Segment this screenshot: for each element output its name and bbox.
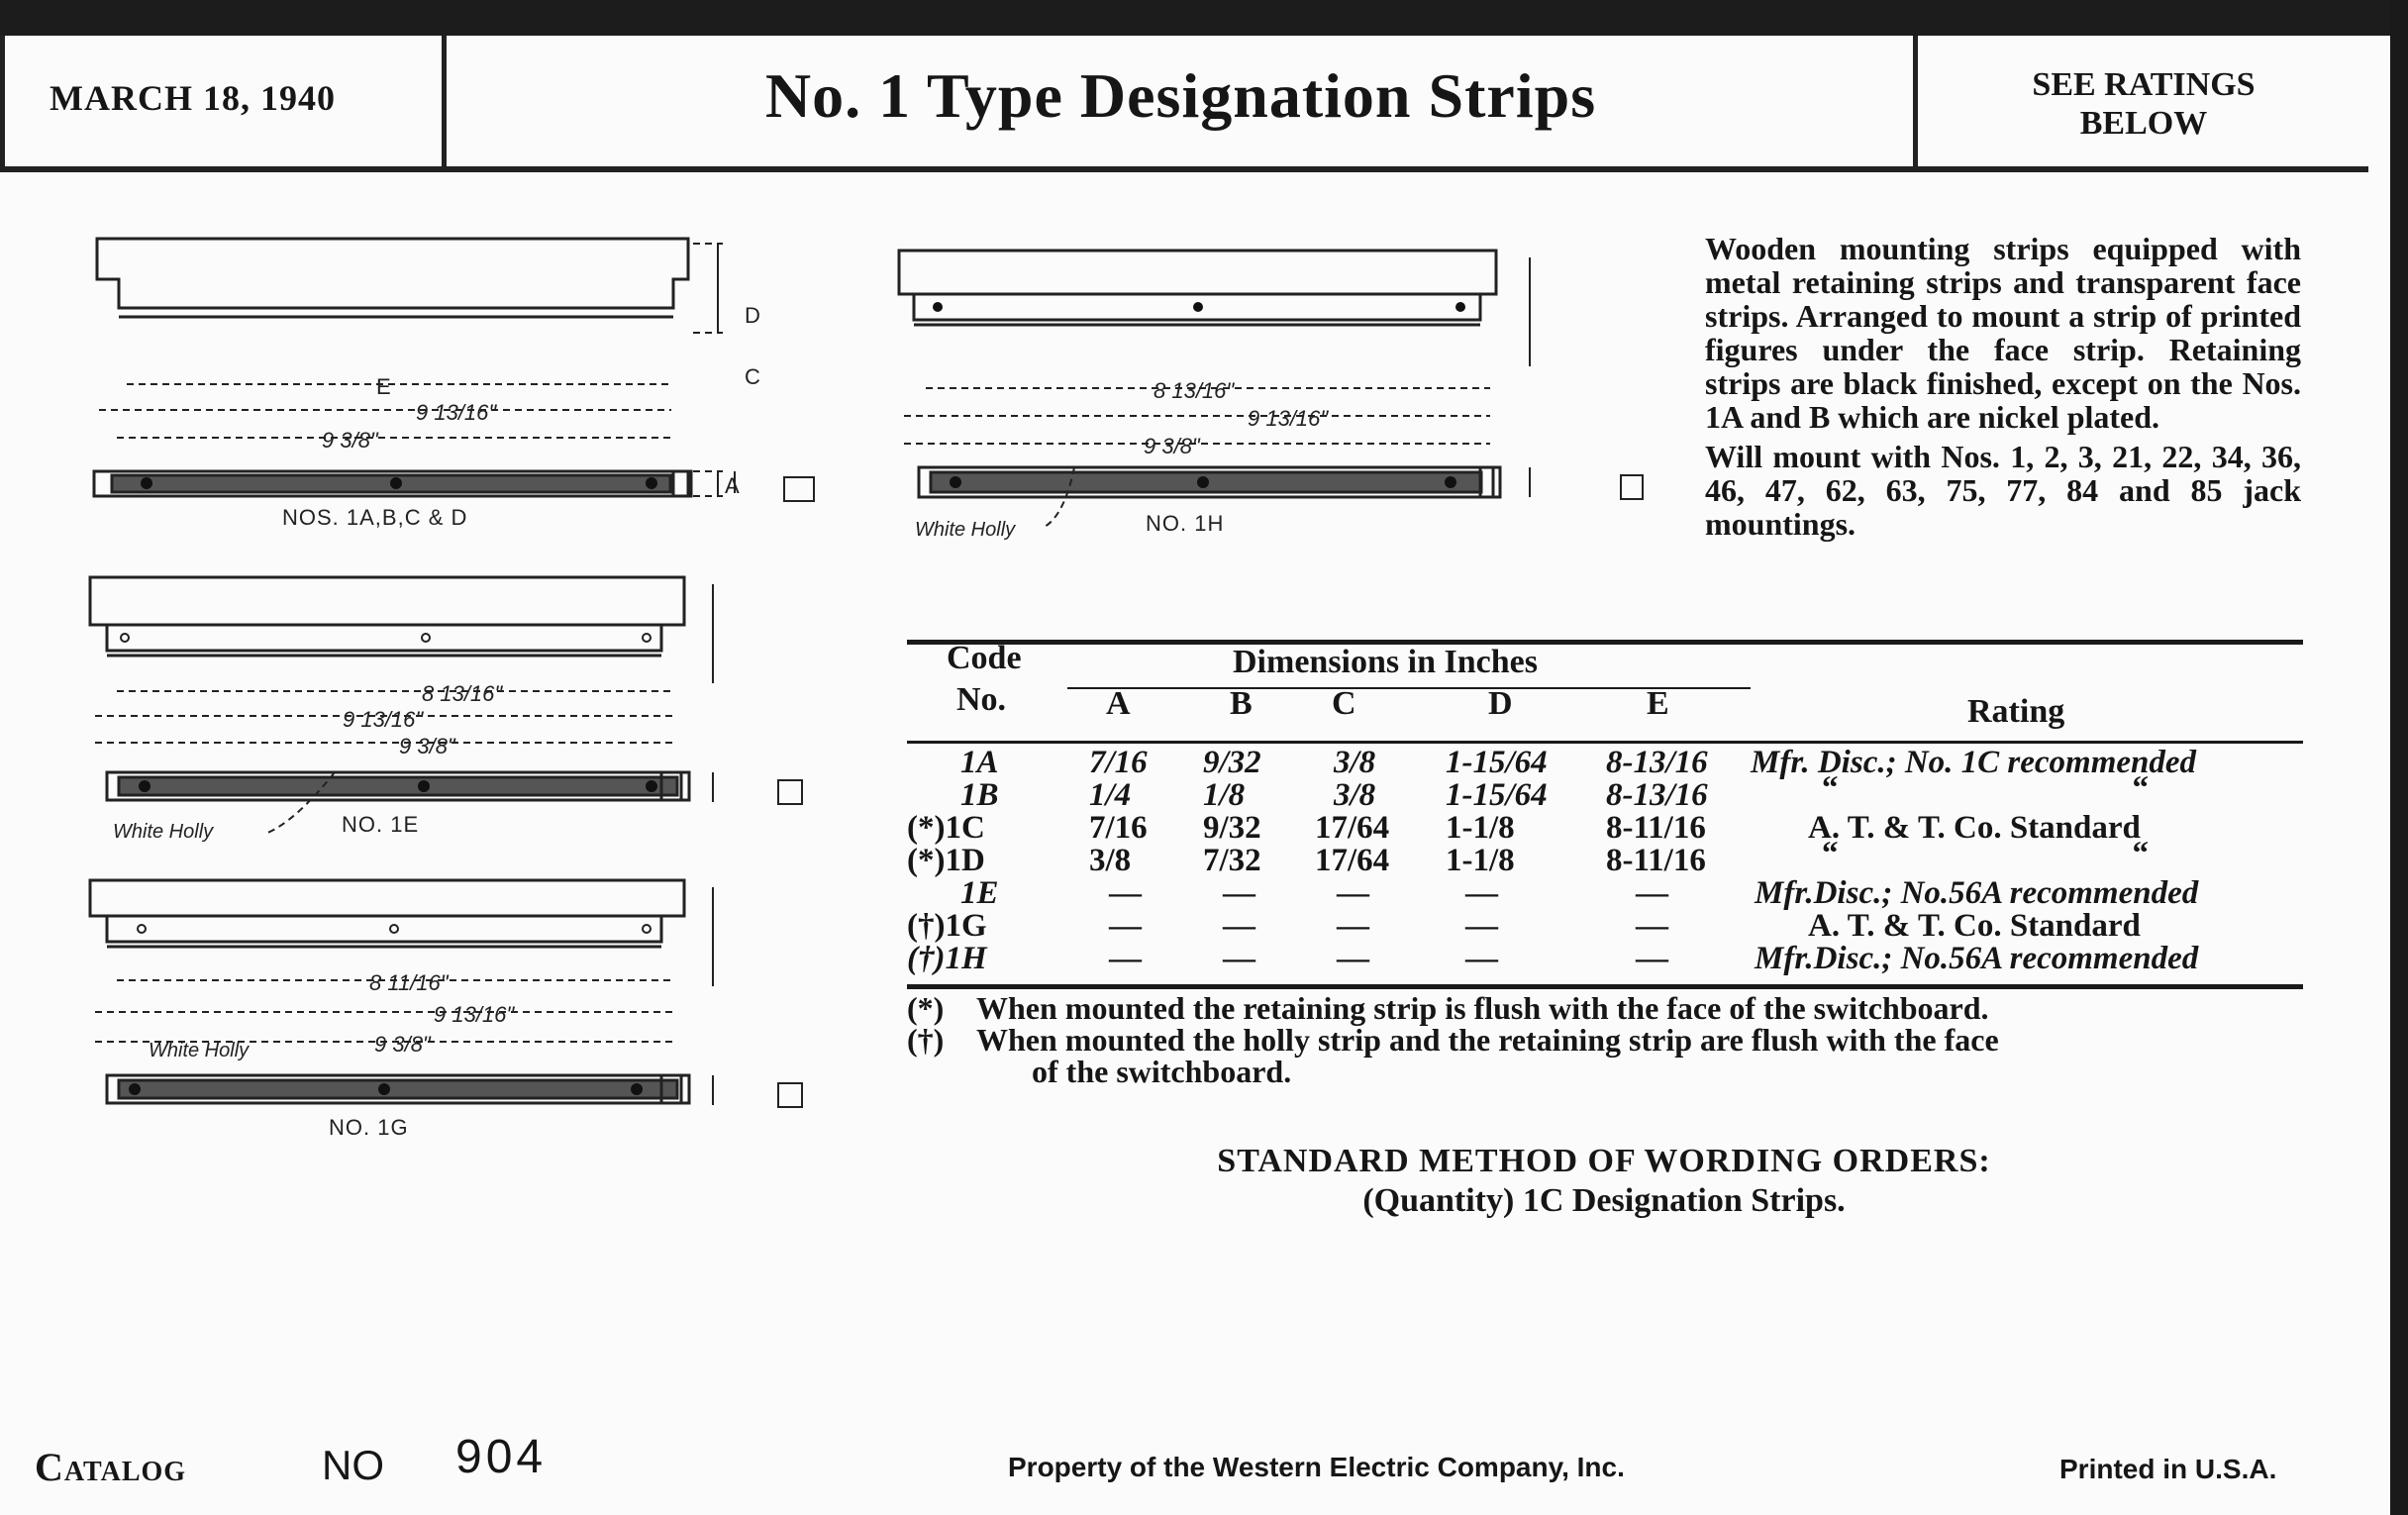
cell-rating: “ “ [1822,836,2149,871]
table-top-rule [907,640,2303,645]
cell-e: — [1636,908,1668,944]
cell-code: (†)1G [907,908,987,944]
cell-rating: A. T. & T. Co. Standard [1808,908,2141,944]
ratings-note [1921,65,2366,143]
holly-label-1e: White Holly [113,821,214,843]
cell-e: 8-13/16 [1606,745,1708,780]
cell-rating: Mfr.Disc.; No.56A recommended [1755,875,2199,911]
note-text-continued: of the switchboard. [1032,1054,1292,1089]
cell-e: 8-13/16 [1606,777,1708,813]
cell-c: 17/64 [1315,843,1390,878]
note-text: When mounted the retaining strip is flush with the face of the switchboard. [976,990,1989,1026]
dim-a: A [725,473,740,498]
drawing-no-1h [896,248,1649,555]
dim-9-13-16: 9 13/16" [1248,406,1329,431]
cell-d: — [1465,875,1498,911]
catalog-number: 904 [455,1431,548,1483]
cell-d: 1-1/8 [1446,810,1515,846]
dimensions-header: Dimensions in Inches [1233,644,1538,680]
dim-9-13-16: 9 13/16" [343,707,424,732]
drawing-label-1g: NO. 1G [329,1115,409,1140]
cell-c: 3/8 [1334,745,1376,780]
dim-d: D [745,303,760,328]
col-e-header: E [1647,685,1669,722]
drawing-label-1e: NO. 1E [342,812,420,837]
cell-code: 1E [960,875,999,911]
catalog-page [0,36,2390,1515]
ratings-note-line2: BELOW [2079,105,2208,143]
note-flush-holly [907,1024,2303,1056]
cell-code: (*)1C [907,810,985,846]
cell-a: 7/16 [1089,810,1148,846]
cell-a: — [1109,941,1142,976]
note-symbol: (†) [907,1022,945,1058]
cell-c: 17/64 [1315,810,1390,846]
note-text: When mounted the holly strip and the retaining strip are flush with the face [976,1022,1999,1058]
dim-8-13-16: 8 13/16" [422,681,503,706]
ordering-heading: STANDARD METHOD OF WORDING ORDERS: [1217,1143,1991,1179]
cell-c: — [1337,875,1369,911]
cell-b: 7/32 [1203,843,1261,878]
drawing-no-1g [87,877,820,1155]
cell-b: 9/32 [1203,810,1261,846]
cell-code: (*)1D [907,843,985,878]
code-header: Code [947,640,1022,676]
col-b-header: B [1230,685,1253,722]
cell-e: 8-11/16 [1606,843,1706,878]
cell-d: 1-15/64 [1446,777,1548,813]
product-description [1705,232,2301,541]
cell-e: 8-11/16 [1606,810,1706,846]
cell-d: 1-15/64 [1446,745,1548,780]
dim-9-3-8: 9 3/8" [1144,434,1200,458]
property-notice: Property of the Western Electric Company, Inc. [1008,1452,1625,1482]
dim-9-3-8: 9 3/8" [399,734,455,758]
cell-b: 1/8 [1203,777,1246,813]
rating-header: Rating [1967,693,2065,730]
drawing-label-1abcd: NOS. 1A,B,C & D [282,505,468,530]
mounting-paragraph: Will mount with Nos. 1, 2, 3, 21, 22, 34, 36, 46, 47, 62, 63, 75, 77, 84 and 85 jack mountings. [1705,439,2301,542]
cell-b: — [1223,908,1255,944]
cell-b: 9/32 [1203,745,1261,780]
cell-d: — [1465,908,1498,944]
drawing-no-1e [87,574,820,852]
cell-e: — [1636,941,1668,976]
cell-e: — [1636,875,1668,911]
col-a-header: A [1106,685,1131,722]
issue-date: MARCH 18, 1940 [50,78,336,118]
table-bottom-rule [907,984,2303,989]
col-c-header: C [1332,685,1356,722]
printed-notice: Printed in U.S.A. [2059,1454,2277,1484]
col-d-header: D [1488,685,1513,722]
note-flush-retaining [907,992,2303,1024]
page-header [0,36,2368,172]
header-divider [0,36,5,172]
catalog-label: Catalog [35,1445,187,1489]
ordering-example: (Quantity) 1C Designation Strips. [1362,1182,1846,1219]
catalog-no-label: NO [322,1442,384,1488]
cell-d: — [1465,941,1498,976]
code-header-no: No. [956,681,1007,718]
cell-rating: Mfr.Disc.; No.56A recommended [1755,941,2199,976]
note-symbol: (*) [907,990,945,1026]
ratings-note-line1: SEE RATINGS [2032,66,2256,103]
dim-9-13-16: 9 13/16" [434,1002,515,1027]
holly-label-1g: White Holly [149,1040,250,1061]
cell-d: 1-1/8 [1446,843,1515,878]
dim-c: C [745,364,760,389]
cell-code: 1B [960,777,999,813]
cell-code: 1A [960,745,999,780]
scan-edge [2390,0,2408,1515]
cell-a: 3/8 [1089,843,1132,878]
description-paragraph: Wooden mounting strips equipped with metal retaining strips and transparent face strips. Arranged to mount a strip of printed figures under the face strip. Retaining strips are black finished, except on the Nos. 1A and B which are nickel plated. [1705,231,2301,435]
cell-c: — [1337,908,1369,944]
table-notes [907,992,2303,1087]
dim-e: E [376,374,391,399]
cell-a: — [1109,908,1142,944]
cell-a: — [1109,875,1142,911]
dim-9-3-8: 9 3/8" [322,428,378,453]
cell-a: 7/16 [1089,745,1148,780]
cell-rating: A. T. & T. Co. Standard [1808,810,2141,846]
dim-9-13-16: 9 13/16" [416,400,497,425]
cell-b: — [1223,875,1255,911]
holly-label-1h: White Holly [915,519,1016,541]
cell-c: — [1337,941,1369,976]
cell-rating: Mfr. Disc.; No. 1C recommended [1751,745,2197,780]
cell-b: — [1223,941,1255,976]
cell-a: 1/4 [1089,777,1132,813]
drawing-label-1h: NO. 1H [1146,511,1225,536]
cell-rating: “ “ [1822,770,2149,806]
drawing-nos-1a-b-c-d [79,234,832,531]
dim-8-11-16: 8 11/16" [369,970,449,995]
page-title: No. 1 Type Designation Strips [764,60,1597,131]
dim-8-13-16: 8 13/16" [1154,378,1235,403]
header-rule [907,741,2303,744]
cell-code: (†)1H [907,941,987,976]
cell-c: 3/8 [1334,777,1376,813]
dim-9-3-8: 9 3/8" [374,1032,431,1057]
